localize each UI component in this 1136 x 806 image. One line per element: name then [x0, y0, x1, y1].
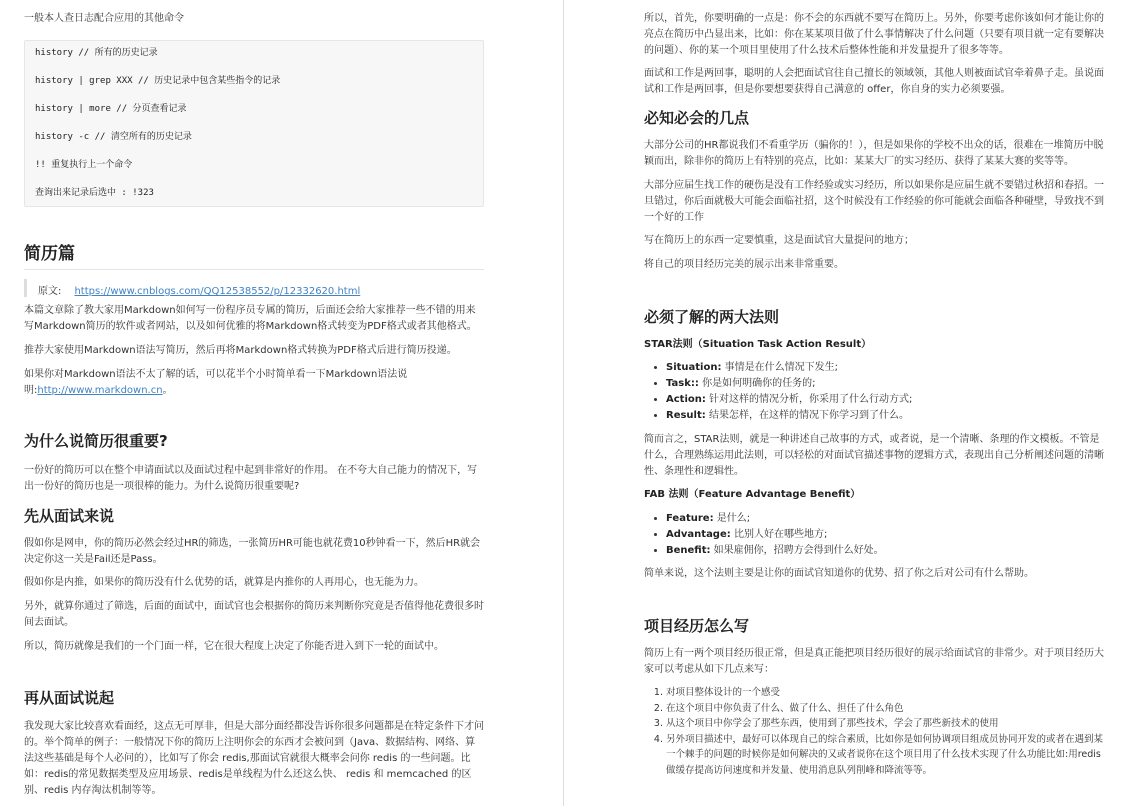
intro-text: 一般本人查日志配合应用的其他命令 [24, 13, 184, 24]
project-experience-title: 项目经历怎么写 [644, 617, 750, 635]
item-key: Feature: [666, 513, 714, 524]
project-paragraph: 简历上有一两个项目经历很正常，但是真正能把项目经历很好的展示给面试官的非常少。对于项目经历大家可以考虑从如下几点来写： [644, 648, 1104, 675]
right-column [644, 0, 1104, 806]
list-item: 2. 在这个项目中你负责了什么、做了什么、担任了什么角色 [666, 701, 1106, 717]
list-item [666, 376, 1106, 392]
left-column [24, 0, 484, 806]
interview-paragraph-2: 假如你是内推，如果你的简历没有什么优势的话，就算是内推你的人再用心，也无能为力。 [24, 577, 424, 588]
code-block[interactable] [24, 40, 484, 207]
item-key: Advantage: [666, 529, 731, 540]
fab-summary: 简单来说，这个法则主要是让你的面试官知道你的优势、招了你之后对公司有什么帮助。 [644, 568, 1034, 579]
paragraph-end: 。 [162, 385, 173, 396]
code-line: history | grep XXX // 历史记录中包含某些指令的记录 [35, 76, 281, 86]
code-line: !! 重复执行上一个命令 [35, 160, 133, 170]
heading-divider [24, 269, 484, 270]
list-item: 3. 从这个项目中你学会了那些东西，使用到了那些技术，学会了那些新技术的使用 [666, 716, 1106, 732]
right-paragraph-2: 面试和工作是两回事，聪明的人会把面试官往自己擅长的领域领，其他人则被面试官牵着鼻子走。虽说面试和工作是两回事，但是你要想要获得自己满意的 offer，你自身的实力必须要强。 [644, 68, 1104, 95]
source-quote [24, 279, 483, 297]
item-text: 比别人好在哪些地方; [730, 529, 828, 540]
fab-rule-title: FAB 法则（Feature Advantage Benefit） [644, 489, 861, 500]
resume-paragraph-2: 推荐大家使用Markdown语法写简历，然后再将Markdown格式转换为PDF格式后进行简历投递。 [24, 345, 457, 356]
list-item: 1. 对项目整体设计的一个感受 [666, 685, 1106, 701]
list-item [666, 392, 1106, 408]
must-know-title: 必知必会的几点 [644, 109, 750, 127]
interview-again-title: 再从面试说起 [24, 689, 115, 707]
why-title: 为什么说简历很重要? [24, 432, 168, 450]
item-text: 事情是在什么情况下发生; [721, 362, 839, 373]
list-item [666, 527, 1106, 543]
item-key: Situation: [666, 362, 722, 373]
interview-again-paragraph: 我发现大家比较喜欢看面经，这点无可厚非，但是大部分面经都没告诉你很多问题都是在特定条件下才问的。举个简单的例子：一般情况下你的简历上注明你会的东西才会被问到（Java、数据结构、网络、算法这些基础是每个人必问的），比如写了你会 redis,那面试官就很大概率会问你 redis 的一些问题。比如：redis的常见数据类型及应用场景、redis是单线程为什么还这么快、 redis 和 memcached 的区别、redis 内存淘汰机制等等。 [24, 721, 484, 796]
must-paragraph-2: 大部分应届生找工作的硬伤是没有工作经验或实习经历，所以如果你是应届生就不要错过秋招和春招。一旦错过，你后面就极大可能会面临社招，这个时候没有工作经验的你可能就会面临各种碰壁，导致找不到一个好的工作 [644, 180, 1104, 223]
right-paragraph-1: 所以，首先，你要明确的一点是：你不会的东西就不要写在简历上。另外，你要考虑你该如何才能让你的亮点在简历中凸显出来，比如：你在某某项目做了什么事情解决了什么问题（只要有项目就一定有要解决的问题）、你的某一个项目里使用了什么技术后整体性能和并发量提升了很多等等。 [644, 13, 1104, 56]
resume-paragraph-1: 本篇文章除了教大家用Markdown如何写一份程序员专属的简历，后面还会给大家推荐一些不错的用来写Markdown简历的软件或者网站，以及如何优雅的将Markdown格式转变为PDF格式或者其他格式。 [24, 305, 477, 332]
two-rules-title: 必须了解的两大法则 [644, 308, 780, 326]
quote-label: 原文: [38, 286, 62, 297]
item-text: 针对这样的情况分析，你采用了什么行动方式; [705, 394, 913, 405]
item-text: 如果雇佣你，招聘方会得到什么好处。 [710, 545, 884, 556]
paragraph-text: 如果你对Markdown语法不太了解的话，可以花半个小时简单看一下Markdown语法说明: [24, 369, 408, 396]
star-summary: 简而言之，STAR法则，就是一种讲述自己故事的方式，或者说，是一个清晰、条理的作文模板。不管是什么，合理熟练运用此法则，可以轻松的对面试官描述事物的逻辑方式，表现出自己分析阐述问题的清晰性、条理性和逻辑性。 [644, 434, 1104, 477]
item-text: 结果怎样，在这样的情况下你学习到了什么。 [705, 410, 909, 421]
must-paragraph-3: 写在简历上的东西一定要慎重，这是面试官大量提问的地方； [644, 235, 914, 246]
code-line: history -c // 清空所有的历史记录 [35, 132, 192, 142]
interview-paragraph-1: 假如你是网申，你的简历必然会经过HR的筛选，一张简历HR可能也就花费10秒钟看一下，然后HR就会决定你这一关是Fail还是Pass。 [24, 538, 481, 565]
interview-paragraph-3: 另外，就算你通过了筛选，后面的面试中，面试官也会根据你的简历来判断你究竟是否值得他花费很多时间去面试。 [24, 601, 484, 628]
item-key: Benefit: [666, 545, 711, 556]
must-paragraph-4: 将自己的项目经历完美的展示出来非常重要。 [644, 259, 844, 270]
item-key: Action: [666, 394, 706, 405]
source-link[interactable]: https://www.cnblogs.com/QQ12538552/p/12332620.html [74, 286, 361, 297]
resume-section-title: 简历篇 [24, 244, 75, 264]
list-item [666, 360, 1106, 376]
item-text: 你是如何明确你的任务的; [698, 378, 816, 389]
resume-paragraph-3 [24, 367, 484, 399]
star-rule-title: STAR法则（Situation Task Action Result） [644, 339, 872, 350]
markdown-link[interactable]: http://www.markdown.cn [37, 385, 163, 396]
item-key: Result: [666, 410, 706, 421]
column-divider [563, 0, 564, 806]
list-item: 4. 另外项目描述中，最好可以体现自己的综合素质，比如你是如何协调项目组成员协同开发的或者在遇到某一个棘手的问题的时候你是如何解决的又或者说你在这个项目用了什么技术实现了什么功能比如:用redis做缓存提高访问速度和并发量、使用消息队列削峰和降流等等。 [666, 732, 1106, 779]
why-paragraph: 一份好的简历可以在整个申请面试以及面试过程中起到非常好的作用。 在不夸大自己能力的情况下，写出一份好的简历也是一项很棒的能力。为什么说简历很重要呢? [24, 465, 478, 492]
list-item [666, 543, 1106, 559]
code-line: history // 所有的历史记录 [35, 48, 158, 58]
list-item [666, 511, 1106, 527]
item-text: 是什么; [713, 513, 751, 524]
list-item [666, 408, 1106, 424]
code-line: history | more // 分页查看记录 [35, 104, 187, 114]
code-line: 查询出来记录后选中 : !323 [35, 188, 154, 198]
must-paragraph-1: 大部分公司的HR都说我们不看重学历（骗你的！），但是如果你的学校不出众的话，很难在一堆简历中脱颖而出，除非你的简历上有特别的亮点，比如：某某大厂的实习经历、获得了某某大赛的奖等等。 [644, 140, 1104, 167]
item-key: Task:: [666, 378, 699, 389]
star-list [644, 360, 1106, 424]
interview-paragraph-4: 所以，简历就像是我们的一个门面一样，它在很大程度上决定了你能否进入到下一轮的面试中。 [24, 641, 444, 652]
fab-list [644, 511, 1106, 559]
interview-first-title: 先从面试来说 [24, 507, 115, 525]
project-list [644, 685, 1106, 778]
